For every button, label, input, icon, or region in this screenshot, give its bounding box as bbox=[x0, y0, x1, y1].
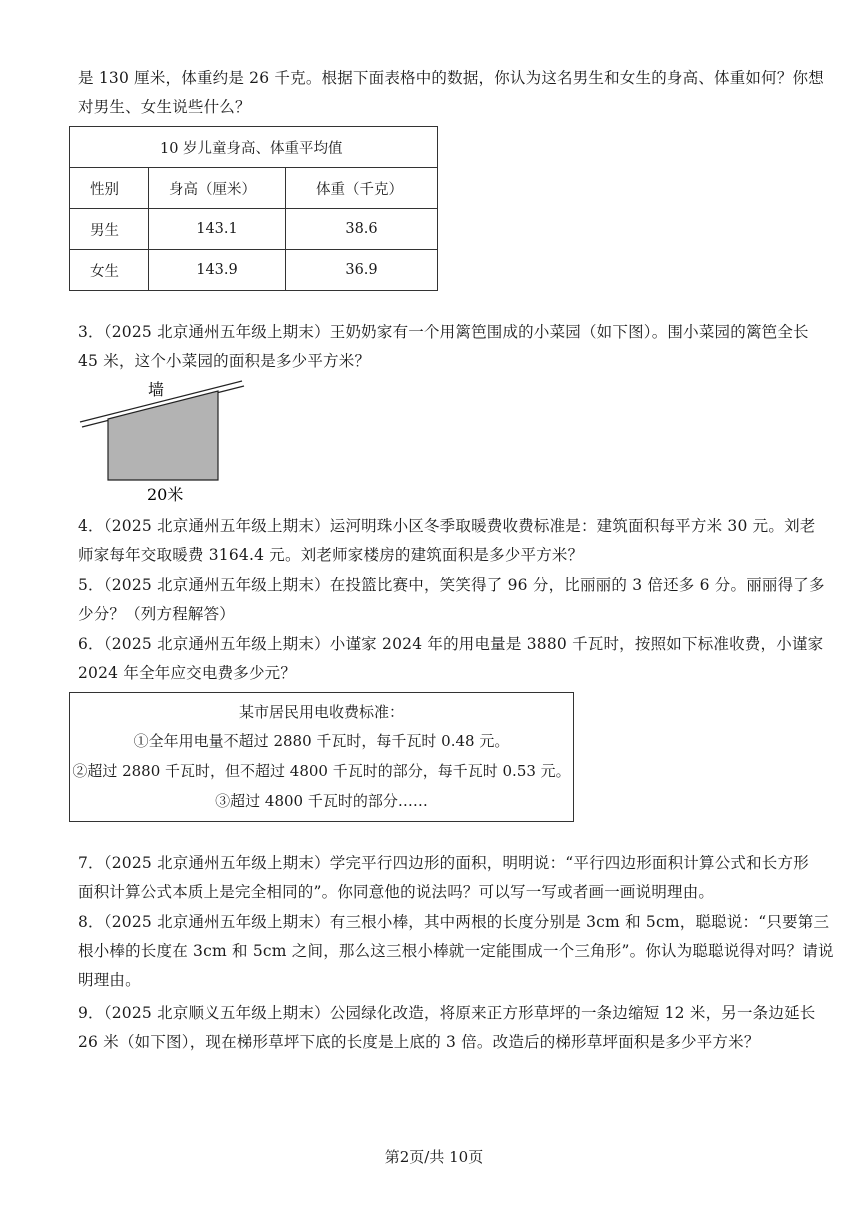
question-8-cont: 明理由。 bbox=[78, 971, 141, 989]
question-4-cont: 师家每年交取暖费 3164.4 元。刘老师家楼房的建筑面积是多少平方米？ bbox=[78, 546, 584, 564]
table-cell: 女生 bbox=[70, 250, 149, 291]
text-line: 是 130 厘米，体重约是 26 千克。根据下面表格中的数据，你认为这名男生和女生的身高、体重如何？你想 bbox=[78, 69, 824, 87]
text-line: 对男生、女生说些什么？ bbox=[78, 98, 251, 116]
page-footer: 第2页/共 10页 bbox=[384, 1148, 484, 1166]
question-8-cont: 根小棒的长度在 3cm 和 5cm 之间，那么这三根小棒就一定能围成一个三角形”。你认为聪聪说得对吗？请说 bbox=[78, 942, 834, 960]
question-6-cont: 2024 年全年应交电费多少元？ bbox=[78, 664, 297, 682]
question-3-cont: 45 米，这个小菜园的面积是多少平方米？ bbox=[78, 352, 371, 370]
table-title: 10 岁儿童身高、体重平均值 bbox=[70, 127, 438, 168]
bottom-label: 20米 bbox=[147, 485, 184, 502]
question-9: 9．（2025 北京顺义五年级上期末）公园绿化改造，将原来正方形草坪的一条边缩短 12 米，另一条边延长 bbox=[78, 1004, 816, 1022]
table-cell: 36.9 bbox=[286, 250, 438, 291]
question-3: 3．（2025 北京通州五年级上期末）王奶奶家有一个用篱笆围成的小菜园（如下图）。围小菜园的篱笆全长 bbox=[78, 323, 809, 341]
height-weight-table bbox=[69, 126, 438, 291]
question-5: 5．（2025 北京通州五年级上期末）在投篮比赛中，笑笑得了 96 分，比丽丽的 3 倍还多 6 分。丽丽得了多 bbox=[78, 576, 825, 594]
table-cell: 38.6 bbox=[286, 209, 438, 250]
table-cell: 143.9 bbox=[149, 250, 286, 291]
electricity-standard-box bbox=[69, 692, 574, 822]
table-cell: 男生 bbox=[70, 209, 149, 250]
box-rule: ①全年用电量不超过 2880 千瓦时，每千瓦时 0.48 元。 bbox=[133, 732, 510, 750]
box-title: 某市居民用电收费标准： bbox=[238, 703, 404, 721]
question-5-cont: 少分？（列方程解答） bbox=[78, 605, 236, 623]
table-header: 性别 bbox=[70, 168, 149, 209]
table-cell: 143.1 bbox=[149, 209, 286, 250]
question-8: 8．（2025 北京通州五年级上期末）有三根小棒，其中两根的长度分别是 3cm 和 5cm，聪聪说：“只要第三 bbox=[78, 913, 830, 931]
table-header: 身高（厘米） bbox=[149, 168, 286, 209]
box-rule: ②超过 2880 千瓦时，但不超过 4800 千瓦时的部分，每千瓦时 0.53 元。 bbox=[72, 762, 571, 780]
question-4: 4．（2025 北京通州五年级上期末）运河明珠小区冬季取暖费收费标准是：建筑面积每平方米 30 元。刘老 bbox=[78, 517, 816, 535]
garden-figure bbox=[78, 376, 248, 502]
box-rule: ③超过 4800 千瓦时的部分…… bbox=[215, 792, 428, 810]
wall-label: 墙 bbox=[148, 380, 165, 399]
question-6: 6．（2025 北京通州五年级上期末）小谨家 2024 年的用电量是 3880 千瓦时，按照如下标准收费，小谨家 bbox=[78, 635, 824, 653]
question-9-cont: 26 米（如下图），现在梯形草坪下底的长度是上底的 3 倍。改造后的梯形草坪面积是多少平方米？ bbox=[78, 1033, 760, 1051]
question-7: 7．（2025 北京通州五年级上期末）学完平行四边形的面积，明明说：“平行四边形面积计算公式和长方形 bbox=[78, 854, 809, 872]
table-header: 体重（千克） bbox=[286, 168, 438, 209]
question-7-cont: 面积计算公式本质上是完全相同的”。你同意他的说法吗？可以写一写或者画一画说明理由。 bbox=[78, 883, 715, 901]
garden-shape bbox=[108, 391, 218, 480]
